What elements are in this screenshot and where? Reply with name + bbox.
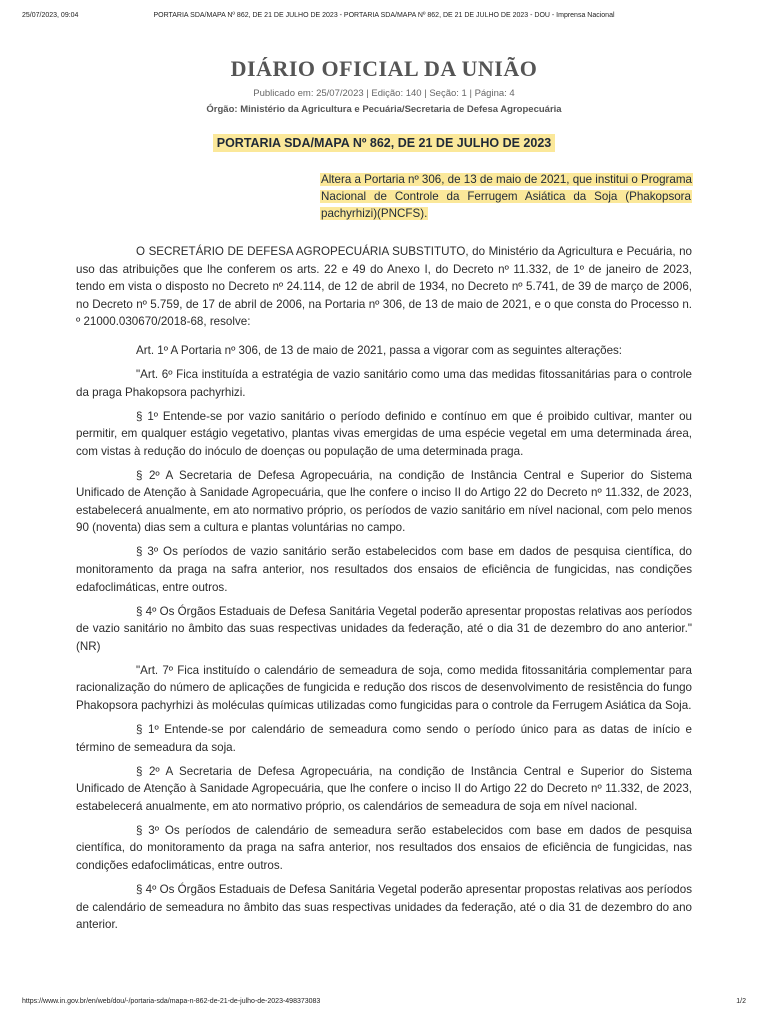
- paragraph-art-6-par-4: § 4º Os Órgãos Estaduais de Defesa Sanitária Vegetal poderão apresentar propostas relativas aos períodos de vazio sanitário no âmbito das suas respectivas unidades da federação, até o dia 31 de dezembro do ano anterior." (NR): [76, 604, 692, 653]
- act-title-text: PORTARIA SDA/MAPA Nº 862, DE 21 DE JULHO DE 2023: [213, 134, 556, 152]
- paragraph-art-6: "Art. 6º Fica instituída a estratégia de vazio sanitário como uma das medidas fitossanitárias para o controle da praga Phakopsora pachyrhizi.: [76, 367, 692, 399]
- paragraph-art-7: "Art. 7º Fica instituído o calendário de semeadura de soja, como medida fitossanitária complementar para racionalização do número de aplicações de fungicida e redução dos riscos de desenvolvimento de resistência do fungo Phakopsora pachyrhizi às moléculas químicas utilizadas como fungicidas para o controle da Ferrugem Asiática da Soja.: [76, 663, 692, 712]
- organ-line: [0, 104, 768, 115]
- paragraph-art-7-par-3: § 3º Os períodos de calendário de semeadura serão estabelecidos com base em dados de pesquisa científica, do monitoramento da praga na safra anterior, nos resultados dos ensaios de eficiência de fungicidas, nas condições edafoclimáticas, entre outros.: [76, 823, 692, 872]
- paragraph-art-6-par-3: § 3º Os períodos de vazio sanitário serão estabelecidos com base em dados de pesquisa científica, do monitoramento da praga na safra anterior, nos resultados dos ensaios de eficiência de fungicidas, nas condições edafoclimáticas, entre outros.: [76, 545, 692, 594]
- page-number: 1/2: [736, 998, 746, 1005]
- document-body: [76, 243, 692, 940]
- paragraph-art-6-par-1: § 1º Entende-se por vazio sanitário o período definido e contínuo em que é proibido cultivar, manter ou permitir, em qualquer estágio vegetativo, plantas vivas emergidas de uma espécie vegetal em uma determinada área, com vistas à redução do inóculo de doenças ou população de uma determinada praga.: [76, 409, 692, 458]
- organ-name: Ministério da Agricultura e Pecuária/Secretaria de Defesa Agropecuária: [240, 104, 562, 115]
- paragraph-art-7-par-4: § 4º Os Órgãos Estaduais de Defesa Sanitária Vegetal poderão apresentar propostas relativas aos períodos de calendário de semeadura no âmbito das suas respectivas unidades da federação, até o dia 31 de dezembro do ano anterior.: [76, 882, 692, 932]
- masthead: [0, 56, 768, 115]
- print-page-title: PORTARIA SDA/MAPA Nº 862, DE 21 DE JULHO DE 2023 - PORTARIA SDA/MAPA Nº 862, DE 21 DE JULHO DE 2023 - DOU - Imprensa Nacional: [153, 12, 615, 19]
- paragraph-art-6-par-2: § 2º A Secretaria de Defesa Agropecuária, na condição de Instância Central e Superior do Sistema Unificado de Atenção à Sanidade Agropecuária, que lhe confere o inciso II do Artigo 22 do Decreto nº 11.332, de 2023, estabelecerá anualmente, em ato normativo próprio, os períodos de vazio sanitário em nível nacional, com pelo menos 90 (noventa) dias sem a cultura e plantas voluntárias no campo.: [76, 468, 692, 535]
- page-url-link[interactable]: https://www.in.gov.br/en/web/dou/-/portaria-sda/mapa-n-862-de-21-de-julho-de-2023-498373083: [22, 998, 321, 1005]
- paragraph-art-7-par-2: § 2º A Secretaria de Defesa Agropecuária, na condição de Instância Central e Superior do Sistema Unificado de Atenção à Sanidade Agropecuária, que lhe confere o inciso II do Artigo 22 do Decreto nº 11.332, de 2023, estabelecerá anualmente, em ato normativo próprio, os calendários de semeadura de soja em nível nacional.: [76, 764, 692, 813]
- paragraph-art-1: Art. 1º A Portaria nº 306, de 13 de maio de 2021, passa a vigorar com as seguintes alterações:: [136, 343, 623, 357]
- paragraph-art-7-par-1: § 1º Entende-se por calendário de semeadura como sendo o período único para as datas de início e término de semeadura da soja.: [76, 722, 692, 754]
- ementa: [320, 171, 692, 222]
- publication-info: Publicado em: 25/07/2023 | Edição: 140 | Seção: 1 | Página: 4: [253, 88, 515, 99]
- print-header: [22, 8, 746, 22]
- ementa-text: Altera a Portaria nº 306, de 13 de maio de 2021, que institui o Programa Nacional de Controle da Ferrugem Asiática da Soja (Phakopsora pachyrhizi)(PNCFS).: [321, 173, 692, 220]
- print-datetime: 25/07/2023, 09:04: [22, 12, 79, 19]
- journal-name: DIÁRIO OFICIAL DA UNIÃO: [230, 56, 538, 81]
- organ-label: Órgão:: [206, 104, 238, 115]
- paragraph-preamble: O SECRETÁRIO DE DEFESA AGROPECUÁRIA SUBSTITUTO, do Ministério da Agricultura e Pecuária, no uso das atribuições que lhe conferem os arts. 22 e 49 do Anexo I, do Decreto nº 11.332, de 1º de janeiro de 2023, tendo em vista o disposto no Decreto nº 24.114, de 12 de abril de 1934, no Decreto nº 5.741, de 39 de março de 2006, no Decreto nº 5.759, de 17 de abril de 2006, na Portaria nº 306, de 13 de maio de 2021, e o que consta do Processo n. º 21000.030670/2018-68, resolve:: [76, 245, 692, 329]
- print-footer: [22, 998, 746, 1010]
- act-title: [0, 134, 768, 152]
